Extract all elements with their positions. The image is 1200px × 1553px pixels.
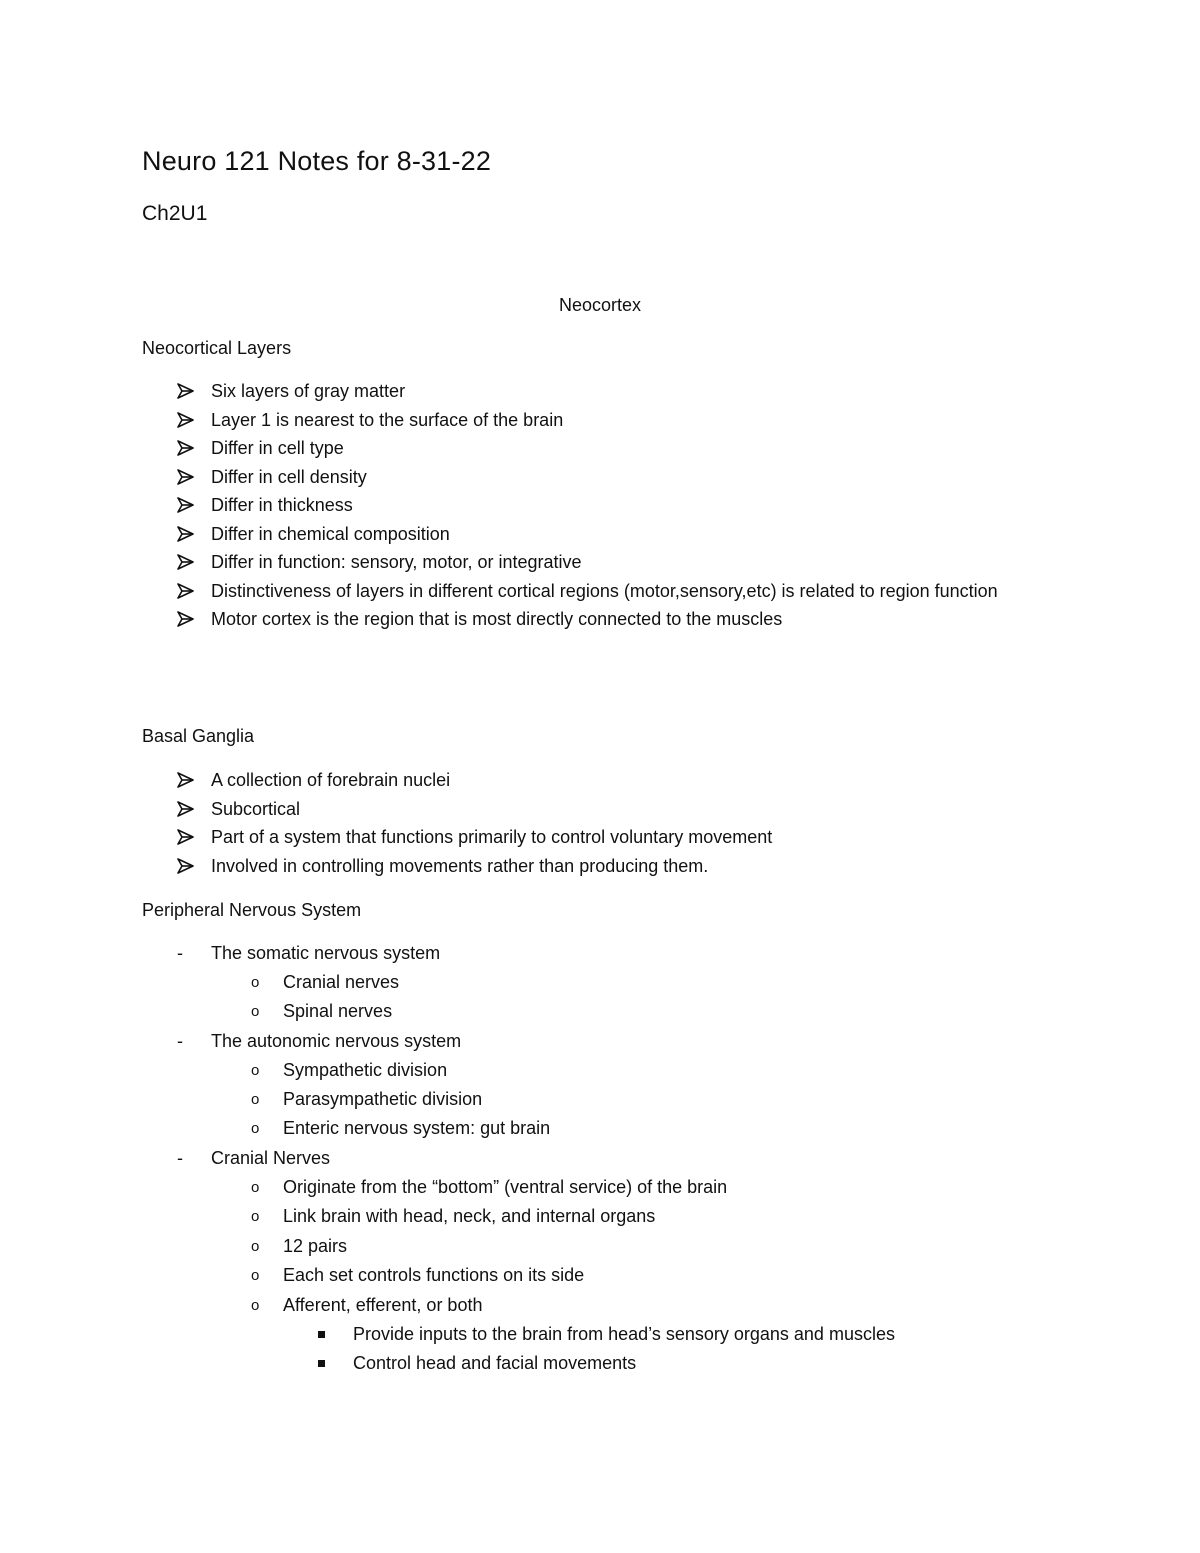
arrow-bullet-icon (177, 440, 194, 456)
circle-bullet: o (251, 974, 260, 991)
list-item-text: Cranial nerves (283, 972, 400, 992)
list-item-text: Distinctiveness of layers in different cortical regions (motor,sensory,etc) is related to region function (211, 580, 998, 601)
arrow-bullet-icon (177, 858, 194, 874)
list-item (142, 434, 1042, 463)
square-bullet-icon (318, 1360, 325, 1367)
dash-bullet: - (177, 1148, 183, 1168)
list-item-text: Motor cortex is the region that is most directly connected to the muscles (211, 609, 783, 629)
arrow-bullet-icon (177, 554, 194, 570)
heading-peripheral-nervous-system: Peripheral Nervous System (142, 900, 362, 920)
pns-autonomic-label: The autonomic nervous system (211, 1031, 462, 1051)
list-item-text: Each set controls functions on its side (283, 1265, 585, 1285)
square-bullet-icon (318, 1331, 325, 1338)
circle-bullet: o (251, 1062, 260, 1079)
page-title: Neuro 121 Notes for 8-31-22 (142, 146, 492, 176)
arrow-bullet-icon (177, 611, 194, 627)
list-item-text: Provide inputs to the brain from head’s sensory organs and muscles (353, 1324, 895, 1344)
circle-bullet: o (251, 1091, 260, 1108)
list-item-text: Differ in function: sensory, motor, or integrative (211, 552, 582, 572)
circle-bullet: o (251, 1003, 260, 1020)
list-item (142, 605, 1042, 634)
list-item-text: Differ in chemical composition (211, 523, 450, 544)
list-item-text: Originate from the “bottom” (ventral service) of the brain (283, 1177, 728, 1197)
list-item (142, 491, 1042, 520)
circle-bullet: o (251, 1297, 260, 1314)
arrow-bullet-icon (177, 583, 194, 599)
list-item-text: Parasympathetic division (283, 1089, 483, 1109)
circle-bullet: o (251, 1267, 260, 1284)
list-item (142, 463, 1042, 492)
arrow-bullet-icon (177, 497, 194, 513)
list-item-text: Part of a system that functions primarily to control voluntary movement (211, 827, 773, 847)
list-item-text: Spinal nerves (283, 1001, 393, 1021)
section-heading-neocortex: Neocortex (558, 295, 642, 315)
arrow-bullet-icon (177, 526, 194, 542)
list-item-text: Enteric nervous system: gut brain (283, 1118, 551, 1138)
list-item (142, 852, 1042, 881)
page-subtitle: Ch2U1 (142, 202, 208, 225)
list-item-text: Six layers of gray matter (211, 381, 406, 401)
circle-bullet: o (251, 1120, 260, 1137)
circle-bullet: o (251, 1238, 260, 1255)
list-item-text: 12 pairs (283, 1236, 348, 1256)
heading-neocortical-layers: Neocortical Layers (142, 338, 292, 358)
list-item-text: Control head and facial movements (353, 1353, 637, 1373)
pns-cranial-label: Cranial Nerves (211, 1148, 331, 1168)
circle-bullet: o (251, 1179, 260, 1196)
dash-bullet: - (177, 943, 183, 963)
list-item-text: Link brain with head, neck, and internal organs (283, 1206, 656, 1226)
dash-bullet: - (177, 1031, 183, 1051)
list-item-text: Layer 1 is nearest to the surface of the brain (211, 409, 564, 430)
list-item-text: Differ in cell density (211, 466, 367, 487)
list-item (142, 548, 1042, 577)
list-item (142, 406, 1042, 435)
arrow-bullet-icon (177, 801, 194, 817)
list-item (142, 520, 1042, 549)
neocortical-layers-list (142, 377, 1042, 634)
list-item (142, 823, 1042, 852)
heading-basal-ganglia: Basal Ganglia (142, 726, 255, 746)
list-item-text: Involved in controlling movements rather than producing them. (211, 855, 709, 876)
arrow-bullet-icon (177, 829, 194, 845)
list-item (142, 377, 1042, 406)
basal-ganglia-list (142, 766, 1042, 880)
arrow-bullet-icon (177, 412, 194, 428)
list-item-text: Differ in thickness (211, 495, 353, 515)
list-item (142, 795, 1042, 824)
list-item-text: Subcortical (211, 798, 301, 819)
arrow-bullet-icon (177, 383, 194, 399)
circle-bullet: o (251, 1208, 260, 1225)
pns-somatic-label: The somatic nervous system (211, 943, 441, 963)
arrow-bullet-icon (177, 469, 194, 485)
list-item-text: Sympathetic division (283, 1060, 448, 1080)
list-item (142, 577, 1042, 606)
arrow-bullet-icon (177, 772, 194, 788)
list-item (142, 766, 1042, 795)
list-item-text: Afferent, efferent, or both (283, 1295, 483, 1315)
list-item-text: A collection of forebrain nuclei (211, 770, 451, 790)
list-item-text: Differ in cell type (211, 438, 344, 458)
